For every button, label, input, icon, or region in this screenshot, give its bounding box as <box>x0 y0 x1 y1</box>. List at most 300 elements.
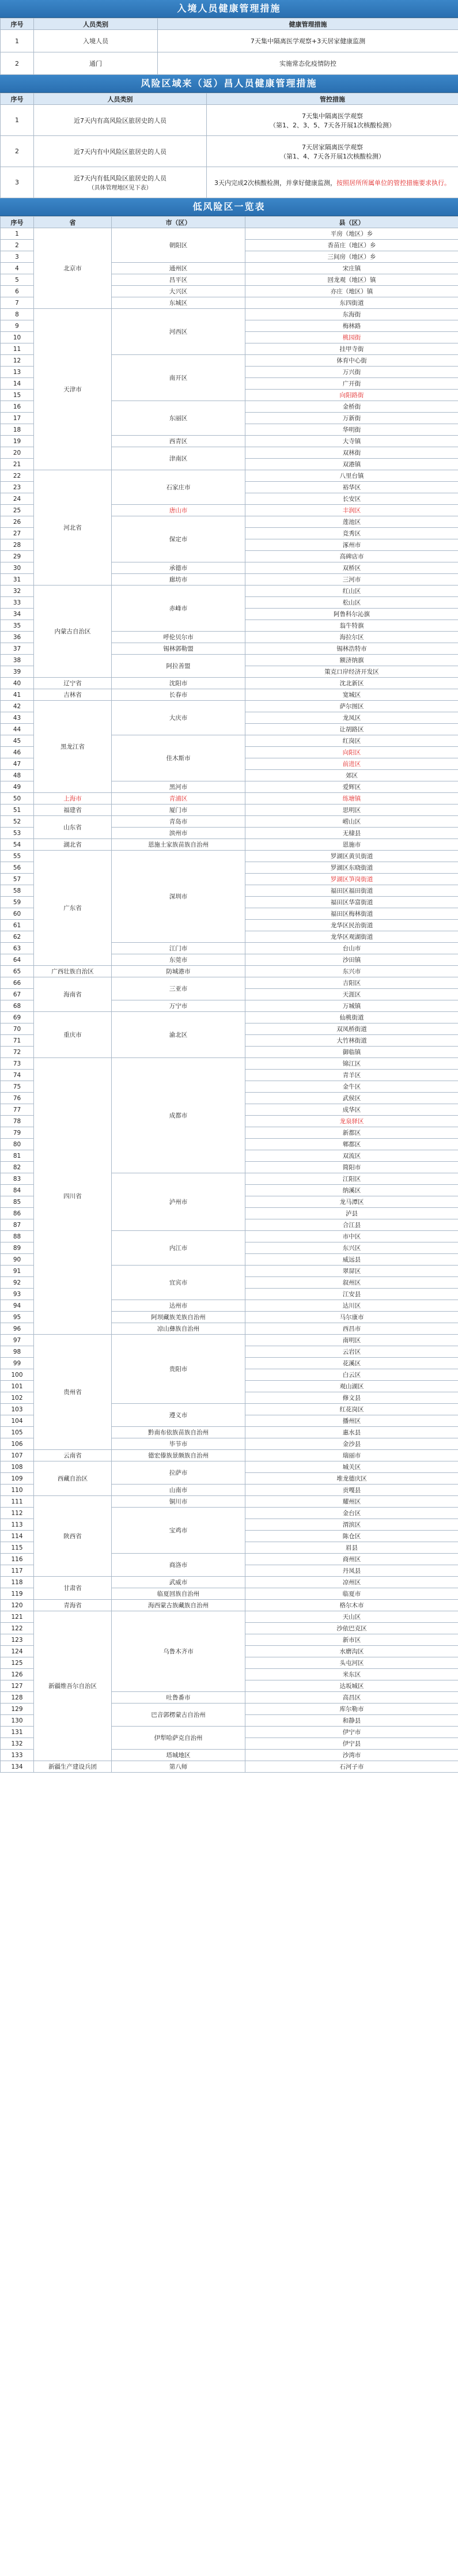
row-province: 河北省 <box>34 470 112 586</box>
row-county: 翁牛特旗 <box>245 620 458 632</box>
row-county: 萨尔图区 <box>245 701 458 712</box>
row-county: 修文县 <box>245 1392 458 1404</box>
row-measure: 实施常态化疫情防控 <box>158 52 458 75</box>
row-county: 八里台镇 <box>245 470 458 482</box>
row-city: 达州市 <box>112 1300 245 1312</box>
row-county: 涿州市 <box>245 539 458 551</box>
table-row <box>1 678 458 689</box>
row-no: 31 <box>1 574 34 586</box>
row-no: 120 <box>1 1600 34 1611</box>
row-no: 115 <box>1 1542 34 1554</box>
row-county: 龙华区民治街道 <box>245 920 458 931</box>
row-city: 江门市 <box>112 943 245 954</box>
row-county: 红花岗区 <box>245 1404 458 1415</box>
row-county: 高昌区 <box>245 1692 458 1704</box>
row-province: 贵州省 <box>34 1335 112 1450</box>
row-no: 75 <box>1 1081 34 1093</box>
row-no: 103 <box>1 1404 34 1415</box>
row-county: 策克口岸经济开发区 <box>245 666 458 678</box>
row-county: 金牛区 <box>245 1081 458 1093</box>
row-county: 思明区 <box>245 804 458 816</box>
row-city: 乌鲁木齐市 <box>112 1611 245 1692</box>
row-province: 新疆维吾尔自治区 <box>34 1611 112 1761</box>
row-city: 赤峰市 <box>112 586 245 632</box>
row-city: 河西区 <box>112 309 245 355</box>
row-province: 西藏自治区 <box>34 1461 112 1496</box>
row-no: 68 <box>1 1000 34 1012</box>
row-no: 60 <box>1 908 34 920</box>
row-no: 27 <box>1 528 34 539</box>
section2-title: 风险区域来（返）昌人员健康管理措施 <box>0 75 458 93</box>
row-county: 金沙县 <box>245 1438 458 1450</box>
row-no: 40 <box>1 678 34 689</box>
row-city: 厦门市 <box>112 804 245 816</box>
row-city: 东莞市 <box>112 954 245 966</box>
row-no: 104 <box>1 1415 34 1427</box>
row-county: 罗湖区笋岗街道 <box>245 874 458 885</box>
row-county: 马尔康市 <box>245 1312 458 1323</box>
row-county: 达川区 <box>245 1300 458 1312</box>
row-category: 近7天内有中风险区旅居史的人员 <box>34 136 207 167</box>
row-county: 渭滨区 <box>245 1519 458 1531</box>
row-county: 沙依巴克区 <box>245 1623 458 1634</box>
header-province: 省 <box>34 217 112 228</box>
row-county: 向阳区 <box>245 747 458 758</box>
row-county: 海拉尔区 <box>245 632 458 643</box>
row-city: 内江市 <box>112 1231 245 1266</box>
measure-line: 7天居家隔离医学观察 <box>302 143 363 151</box>
row-county: 锡林浩特市 <box>245 643 458 655</box>
category-note: （具体管理地区见下表） <box>88 185 152 191</box>
row-county: 长安区 <box>245 493 458 505</box>
row-city: 保定市 <box>112 516 245 562</box>
header-category: 人员类别 <box>34 18 158 30</box>
row-city: 海西蒙古族藏族自治州 <box>112 1600 245 1611</box>
row-county: 挂甲寺街 <box>245 343 458 355</box>
row-city: 三亚市 <box>112 977 245 1000</box>
row-city: 泸州市 <box>112 1173 245 1231</box>
row-city: 通州区 <box>112 263 245 274</box>
row-no: 66 <box>1 977 34 989</box>
row-no: 35 <box>1 620 34 632</box>
row-county: 城关区 <box>245 1461 458 1473</box>
row-no: 91 <box>1 1266 34 1277</box>
row-no: 16 <box>1 401 34 413</box>
row-county: 万新街 <box>245 413 458 424</box>
row-city: 伊犁哈萨克自治州 <box>112 1727 245 1750</box>
row-province: 内蒙古自治区 <box>34 586 112 678</box>
row-county: 陈仓区 <box>245 1531 458 1542</box>
table-row <box>1 167 458 198</box>
row-no: 1 <box>1 30 34 52</box>
row-no: 118 <box>1 1577 34 1588</box>
table-row <box>1 228 458 240</box>
row-no: 4 <box>1 263 34 274</box>
row-city: 西青区 <box>112 436 245 447</box>
row-county: 龙泉驿区 <box>245 1116 458 1127</box>
row-no: 11 <box>1 343 34 355</box>
row-no: 88 <box>1 1231 34 1242</box>
category-text: 近7天内有低风险区旅居史的人员 <box>74 175 166 182</box>
row-no: 8 <box>1 309 34 320</box>
row-no: 12 <box>1 355 34 367</box>
row-category: 近7天内有高风险区旅居史的人员 <box>34 105 207 136</box>
row-city: 阿拉善盟 <box>112 655 245 678</box>
row-no: 39 <box>1 666 34 678</box>
row-no: 98 <box>1 1346 34 1358</box>
table-row <box>1 966 458 977</box>
row-county: 锦江区 <box>245 1058 458 1070</box>
row-no: 121 <box>1 1611 34 1623</box>
table-row <box>1 1600 458 1611</box>
row-county: 罗湖区东晓街道 <box>245 862 458 874</box>
row-no: 54 <box>1 839 34 851</box>
row-city: 渝北区 <box>112 1012 245 1058</box>
row-county: 阿鲁科尔沁旗 <box>245 609 458 620</box>
row-county: 御临镇 <box>245 1047 458 1058</box>
row-no: 50 <box>1 793 34 804</box>
row-county: 福田区福田街道 <box>245 885 458 897</box>
row-city: 大庆市 <box>112 701 245 735</box>
row-no: 23 <box>1 482 34 493</box>
row-county: 练塘镇 <box>245 793 458 804</box>
row-no: 71 <box>1 1035 34 1047</box>
table-row <box>1 470 458 482</box>
row-county: 双桥区 <box>245 562 458 574</box>
row-no: 93 <box>1 1289 34 1300</box>
header-city: 市（区） <box>112 217 245 228</box>
row-county: 龙华区观湖街道 <box>245 931 458 943</box>
header-measure: 管控措施 <box>207 93 458 105</box>
row-county: 罗湖区黄贝街道 <box>245 851 458 862</box>
row-no: 80 <box>1 1139 34 1150</box>
row-no: 114 <box>1 1531 34 1542</box>
row-province: 海南省 <box>34 977 112 1012</box>
row-no: 105 <box>1 1427 34 1438</box>
row-county: 花溪区 <box>245 1358 458 1369</box>
row-county: 爱辉区 <box>245 781 458 793</box>
row-city: 毕节市 <box>112 1438 245 1450</box>
row-no: 52 <box>1 816 34 828</box>
row-no: 72 <box>1 1047 34 1058</box>
row-no: 134 <box>1 1761 34 1773</box>
row-no: 3 <box>1 167 34 198</box>
measure-line: （第1、4、7天各开展1次核酸检测） <box>280 152 385 160</box>
row-county: 和静县 <box>245 1715 458 1727</box>
row-no: 59 <box>1 897 34 908</box>
row-city: 东丽区 <box>112 401 245 436</box>
row-no: 74 <box>1 1070 34 1081</box>
row-no: 117 <box>1 1565 34 1577</box>
table-row <box>1 1761 458 1773</box>
row-no: 128 <box>1 1692 34 1704</box>
row-county: 仙桃街道 <box>245 1012 458 1023</box>
row-county: 沈北新区 <box>245 678 458 689</box>
row-no: 131 <box>1 1727 34 1738</box>
row-province: 四川省 <box>34 1058 112 1335</box>
row-city: 长春市 <box>112 689 245 701</box>
row-county: 叙州区 <box>245 1277 458 1289</box>
row-no: 90 <box>1 1254 34 1266</box>
row-county: 泸县 <box>245 1208 458 1219</box>
row-no: 43 <box>1 712 34 724</box>
row-county: 福田区华富街道 <box>245 897 458 908</box>
row-county: 合江县 <box>245 1219 458 1231</box>
row-county: 头屯河区 <box>245 1657 458 1669</box>
row-province: 青海省 <box>34 1600 112 1611</box>
row-county: 大竹林街道 <box>245 1035 458 1047</box>
table-row <box>1 52 458 75</box>
row-no: 18 <box>1 424 34 436</box>
row-county: 前进区 <box>245 758 458 770</box>
row-county: 向阳路街 <box>245 390 458 401</box>
row-county: 松山区 <box>245 597 458 609</box>
row-province: 重庆市 <box>34 1012 112 1058</box>
row-no: 65 <box>1 966 34 977</box>
row-no: 2 <box>1 52 34 75</box>
row-city: 承德市 <box>112 562 245 574</box>
row-no: 34 <box>1 609 34 620</box>
row-province: 天津市 <box>34 309 112 470</box>
row-county: 凉州区 <box>245 1577 458 1588</box>
row-no: 92 <box>1 1277 34 1289</box>
row-county: 红岗区 <box>245 735 458 747</box>
row-no: 2 <box>1 136 34 167</box>
row-county: 三河市 <box>245 574 458 586</box>
row-county: 威远县 <box>245 1254 458 1266</box>
row-city: 滨州市 <box>112 828 245 839</box>
row-county: 福田区梅林街道 <box>245 908 458 920</box>
row-no: 48 <box>1 770 34 781</box>
row-no: 82 <box>1 1162 34 1173</box>
row-no: 51 <box>1 804 34 816</box>
row-province: 云南省 <box>34 1450 112 1461</box>
section2-header-row <box>1 93 458 105</box>
table-row <box>1 977 458 989</box>
row-county: 红山区 <box>245 586 458 597</box>
header-no: 序号 <box>1 18 34 30</box>
row-county: 简阳市 <box>245 1162 458 1173</box>
row-no: 53 <box>1 828 34 839</box>
row-no: 22 <box>1 470 34 482</box>
row-no: 83 <box>1 1173 34 1185</box>
table-row <box>1 1335 458 1346</box>
row-county: 梅林路 <box>245 320 458 332</box>
row-no: 84 <box>1 1185 34 1196</box>
row-no: 33 <box>1 597 34 609</box>
row-county: 崂山区 <box>245 816 458 828</box>
row-no: 86 <box>1 1208 34 1219</box>
row-city: 佳木斯市 <box>112 735 245 781</box>
row-county: 宋庄镇 <box>245 263 458 274</box>
row-province: 甘肃省 <box>34 1577 112 1600</box>
row-county: 成华区 <box>245 1104 458 1116</box>
header-measure: 健康管理措施 <box>158 18 458 30</box>
row-no: 111 <box>1 1496 34 1508</box>
row-county: 云岩区 <box>245 1346 458 1358</box>
row-county: 桃园街 <box>245 332 458 343</box>
section1-header-row <box>1 18 458 30</box>
table-row <box>1 136 458 167</box>
section3-title: 低风险区一览表 <box>0 198 458 216</box>
table-row <box>1 816 458 828</box>
row-county: 丹凤县 <box>245 1565 458 1577</box>
table-row <box>1 105 458 136</box>
table-row <box>1 309 458 320</box>
row-county: 额济纳旗 <box>245 655 458 666</box>
row-city: 临夏回族自治州 <box>112 1588 245 1600</box>
table-row <box>1 839 458 851</box>
measure-red-text: 按照居所所属单位的管控措施要求执行。 <box>336 179 451 187</box>
row-county: 南明区 <box>245 1335 458 1346</box>
row-county: 郫都区 <box>245 1139 458 1150</box>
row-county: 耀州区 <box>245 1496 458 1508</box>
row-county: 格尔木市 <box>245 1600 458 1611</box>
row-county: 台山市 <box>245 943 458 954</box>
row-city: 呼伦贝尔市 <box>112 632 245 643</box>
table-row <box>1 1058 458 1070</box>
row-no: 64 <box>1 954 34 966</box>
row-no: 14 <box>1 378 34 390</box>
row-no: 130 <box>1 1715 34 1727</box>
row-province: 北京市 <box>34 228 112 309</box>
row-no: 49 <box>1 781 34 793</box>
row-city: 锡林郭勒盟 <box>112 643 245 655</box>
row-city: 青岛市 <box>112 816 245 828</box>
row-city: 恩施土家族苗族自治州 <box>112 839 245 851</box>
row-no: 113 <box>1 1519 34 1531</box>
row-no: 5 <box>1 274 34 286</box>
row-county: 回龙观（地区）镇 <box>245 274 458 286</box>
row-county: 伊宁县 <box>245 1738 458 1750</box>
row-county: 江安县 <box>245 1289 458 1300</box>
row-no: 81 <box>1 1150 34 1162</box>
row-no: 100 <box>1 1369 34 1381</box>
row-province: 陕西省 <box>34 1496 112 1577</box>
row-county: 纳溪区 <box>245 1185 458 1196</box>
row-no: 133 <box>1 1750 34 1761</box>
row-county: 东四街道 <box>245 297 458 309</box>
row-county: 翠屏区 <box>245 1266 458 1277</box>
row-county: 新都区 <box>245 1127 458 1139</box>
row-city: 大兴区 <box>112 286 245 297</box>
row-province: 新疆生产建设兵团 <box>34 1761 112 1773</box>
table-row <box>1 1611 458 1623</box>
row-no: 126 <box>1 1669 34 1680</box>
row-city: 廊坊市 <box>112 574 245 586</box>
row-county: 堆龙德庆区 <box>245 1473 458 1485</box>
row-county: 丰润区 <box>245 505 458 516</box>
row-county: 龙凤区 <box>245 712 458 724</box>
row-county: 播州区 <box>245 1415 458 1427</box>
row-city: 深圳市 <box>112 851 245 943</box>
row-county: 市中区 <box>245 1231 458 1242</box>
row-no: 9 <box>1 320 34 332</box>
row-no: 78 <box>1 1116 34 1127</box>
row-no: 109 <box>1 1473 34 1485</box>
table-row <box>1 30 458 52</box>
section1-title: 入境人员健康管理措施 <box>0 0 458 18</box>
row-no: 19 <box>1 436 34 447</box>
row-city: 吐鲁番市 <box>112 1692 245 1704</box>
row-no: 62 <box>1 931 34 943</box>
row-county: 东兴市 <box>245 966 458 977</box>
row-city: 青浦区 <box>112 793 245 804</box>
row-no: 87 <box>1 1219 34 1231</box>
row-county: 万城镇 <box>245 1000 458 1012</box>
row-county: 临夏市 <box>245 1588 458 1600</box>
row-no: 10 <box>1 332 34 343</box>
row-county: 沙湾市 <box>245 1750 458 1761</box>
table-row <box>1 701 458 712</box>
row-no: 6 <box>1 286 34 297</box>
row-city: 商洛市 <box>112 1554 245 1577</box>
row-no: 32 <box>1 586 34 597</box>
row-county: 高碑店市 <box>245 551 458 562</box>
row-county: 天涯区 <box>245 989 458 1000</box>
row-no: 94 <box>1 1300 34 1312</box>
row-county: 三间房（地区）乡 <box>245 251 458 263</box>
row-city: 东城区 <box>112 297 245 309</box>
row-no: 21 <box>1 459 34 470</box>
table-row <box>1 1012 458 1023</box>
table-row <box>1 1577 458 1588</box>
row-city: 阿坝藏族羌族自治州 <box>112 1312 245 1323</box>
row-city: 昌平区 <box>112 274 245 286</box>
low-risk-table-body <box>1 228 458 1773</box>
section3-table <box>0 216 458 1773</box>
row-no: 2 <box>1 240 34 251</box>
row-county: 商州区 <box>245 1554 458 1565</box>
row-city: 武威市 <box>112 1577 245 1588</box>
row-no: 46 <box>1 747 34 758</box>
row-no: 1 <box>1 105 34 136</box>
row-county: 观山湖区 <box>245 1381 458 1392</box>
row-county: 米东区 <box>245 1669 458 1680</box>
row-county: 白云区 <box>245 1369 458 1381</box>
row-county: 万兴街 <box>245 367 458 378</box>
row-no: 127 <box>1 1680 34 1692</box>
row-city: 山南市 <box>112 1485 245 1496</box>
row-no: 25 <box>1 505 34 516</box>
row-county: 体育中心街 <box>245 355 458 367</box>
row-county: 天山区 <box>245 1611 458 1623</box>
row-no: 17 <box>1 413 34 424</box>
row-county: 吉阳区 <box>245 977 458 989</box>
measure-line: （第1、2、3、5、7天各开展1次核酸检测） <box>270 121 395 129</box>
row-no: 106 <box>1 1438 34 1450</box>
row-measure <box>207 136 458 167</box>
row-county: 郊区 <box>245 770 458 781</box>
section3-header-row <box>1 217 458 228</box>
row-county: 金桥街 <box>245 401 458 413</box>
row-no: 24 <box>1 493 34 505</box>
row-county: 恩施市 <box>245 839 458 851</box>
row-county: 东海街 <box>245 309 458 320</box>
row-city: 凉山彝族自治州 <box>112 1323 245 1335</box>
row-no: 99 <box>1 1358 34 1369</box>
row-city: 津南区 <box>112 447 245 470</box>
row-no: 47 <box>1 758 34 770</box>
row-no: 132 <box>1 1738 34 1750</box>
row-no: 20 <box>1 447 34 459</box>
row-city: 黔南布依族苗族自治州 <box>112 1427 245 1438</box>
row-county: 无棣县 <box>245 828 458 839</box>
row-category: 入境人员 <box>34 30 158 52</box>
row-no: 76 <box>1 1093 34 1104</box>
row-city: 拉萨市 <box>112 1461 245 1485</box>
row-county: 新市区 <box>245 1634 458 1646</box>
